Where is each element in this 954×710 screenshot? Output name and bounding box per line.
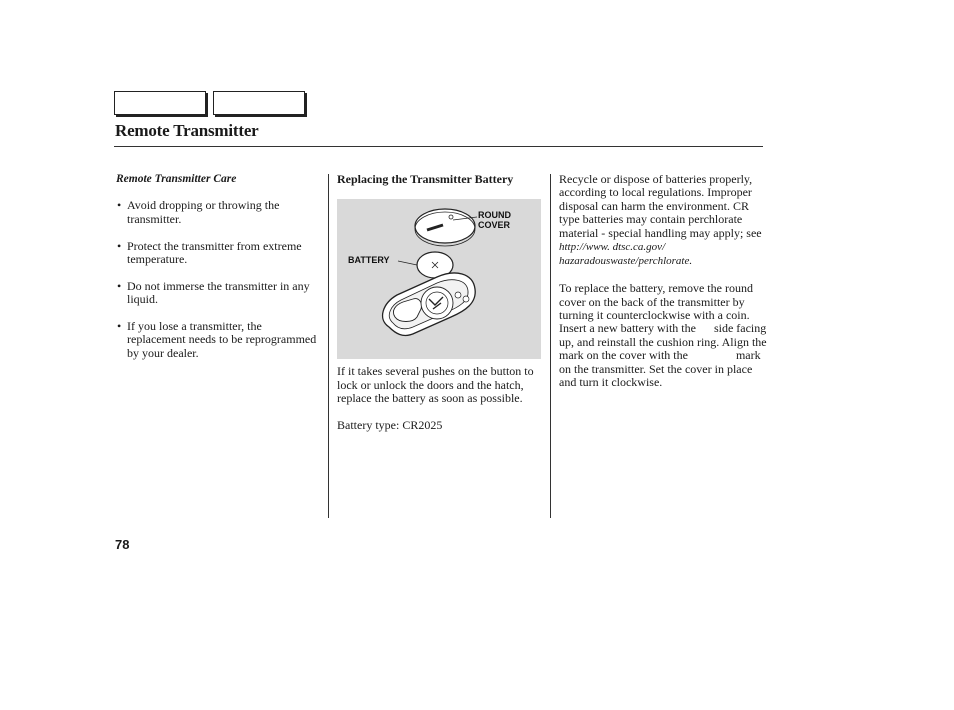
replace-advice-paragraph: If it takes several pushes on the button to lock or unlock the doors and the hatch, replace the battery as soon as possible.	[337, 364, 534, 406]
page-title: Remote Transmitter	[115, 121, 259, 140]
disposal-paragraph	[559, 173, 769, 269]
care-bullet-list	[116, 199, 321, 360]
care-bullet: • Do not immerse the transmitter in any liquid.	[116, 280, 321, 307]
title-rule	[114, 146, 763, 147]
column-care	[116, 173, 321, 374]
care-subheading: Remote Transmitter Care	[116, 173, 237, 185]
care-bullet: • If you lose a transmitter, the replacement needs to be reprogrammed by your dealer.	[116, 320, 321, 360]
care-bullet: • Avoid dropping or throwing the transmitter.	[116, 199, 321, 226]
replace-steps-paragraph: To replace the battery, remove the round cover on the back of the transmitter by turning it counterclockwise with a coin. Insert a new battery with the side facing up, and reinstall the cushion ring. Align the mark on the cover with the mark on the transmitter. Set the cover in place and turn it clockwise.	[559, 281, 815, 390]
round-cover-label-line2: COVER	[478, 220, 511, 231]
nav-tab-box-1[interactable]	[114, 91, 206, 115]
column-replacing	[337, 173, 542, 446]
round-cover-label-line1: ROUND	[478, 210, 511, 221]
page-number: 78	[115, 537, 130, 552]
column-divider-2	[550, 174, 551, 518]
perchlorate-url[interactable]: http://www. dtsc.ca.gov/ hazaradouswaste/perchlorate.	[559, 241, 693, 268]
column-divider-1	[328, 174, 329, 518]
care-bullet: • Protect the transmitter from extreme temperature.	[116, 240, 321, 267]
nav-tab-box-2[interactable]	[213, 91, 305, 115]
disposal-text: Recycle or dispose of batteries properly, according to local regulations. Improper disposal can harm the environment. CR type batteries may contain perchlorate material - special handling may apply; see	[559, 172, 762, 240]
battery-label: BATTERY	[348, 255, 390, 266]
column-disposal	[559, 172, 815, 403]
replacing-subheading: Replacing the Transmitter Battery	[337, 172, 514, 186]
battery-type-text: Battery type: CR2025	[337, 418, 443, 433]
round-cover-label	[478, 210, 511, 230]
battery-illustration	[337, 199, 541, 359]
